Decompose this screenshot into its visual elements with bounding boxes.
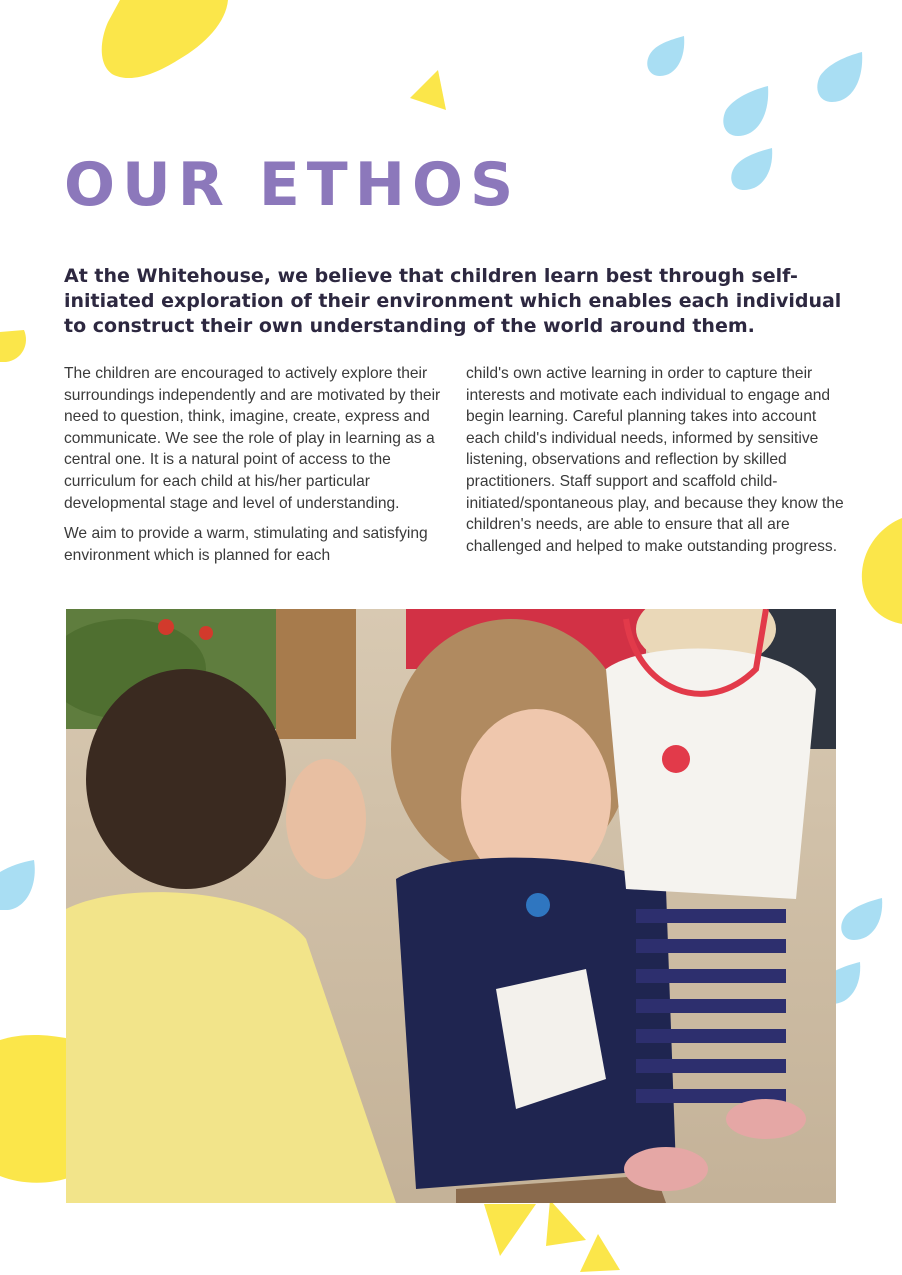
blue-drop <box>647 36 684 76</box>
page-title: OUR ETHOS <box>64 150 521 220</box>
children-playing-photo <box>66 609 836 1203</box>
yellow-triangle <box>484 1204 536 1256</box>
yellow-triangle <box>580 1234 620 1272</box>
lead-paragraph: At the Whitehouse, we believe that children learn best through self-initiated exploration of their environment which enables each individual to construct their own understanding of the world around them. <box>64 265 842 337</box>
blue-drop <box>841 898 882 940</box>
body-paragraph: The children are encouraged to actively explore their surroundings independently and are motivated by their need to question, think, imagine, create, express and communicate. We see the role of play in learning as a central one. It is a natural point of access to the curriculum for each child at his/her particular developmental stage and level of understanding. <box>64 365 441 512</box>
blue-drop <box>731 148 772 190</box>
yellow-blob <box>862 518 902 624</box>
blue-drop <box>817 52 862 102</box>
blue-drop <box>0 860 35 910</box>
yellow-blob <box>102 0 228 78</box>
body-paragraph: child's own active learning in order to capture their interests and motivate each individual to engage and begin learning. Careful planning takes into account each child's individual needs, informed by sensitive listening, observations and reflection by skilled practitioners. Staff support and scaffold child-initiated/spontaneous play, and because they know the children's needs, are able to ensure that all are challenged and helped to make outstanding progress. <box>466 365 844 555</box>
blue-drop <box>723 86 768 136</box>
left-column <box>64 363 449 575</box>
right-column <box>466 363 851 566</box>
body-columns <box>64 363 854 583</box>
yellow-triangle <box>410 70 446 110</box>
body-paragraph: We aim to provide a warm, stimulating and satisfying environment which is planned for each <box>64 525 428 564</box>
yellow-triangle <box>546 1200 586 1246</box>
yellow-blob <box>0 330 26 362</box>
